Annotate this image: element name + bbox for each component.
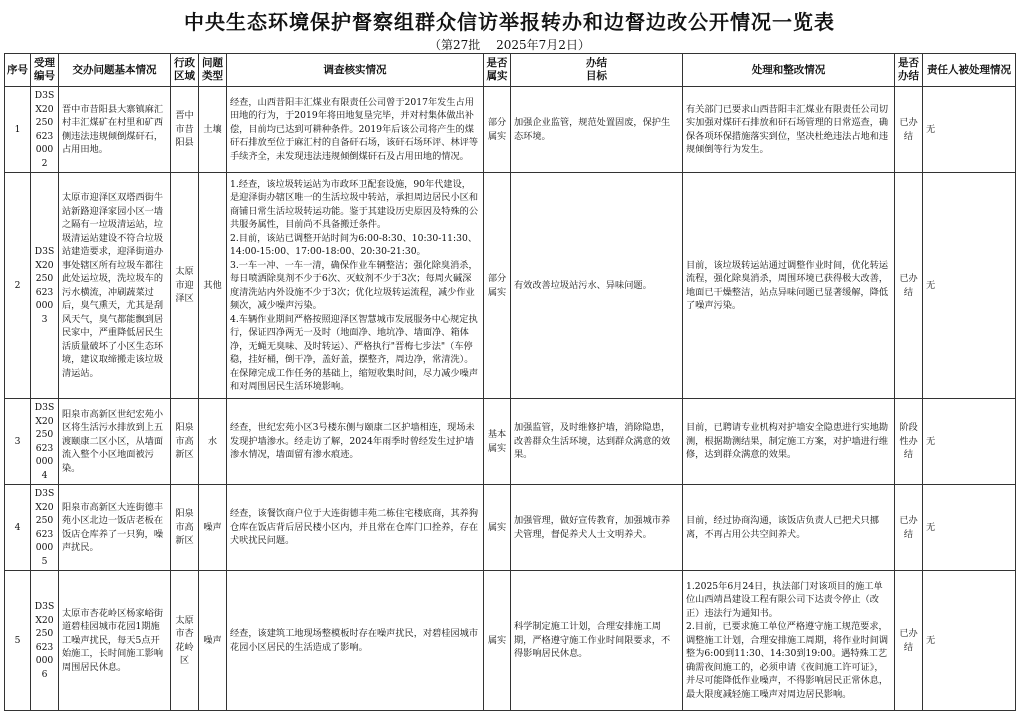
row-goal: 加强管理，做好宣传教育，加强城市养犬管理，督促养犬人士文明养犬。 — [511, 485, 683, 571]
table-header-row — [5, 54, 1016, 87]
table-row — [5, 485, 1016, 571]
row-goal: 有效改善垃圾站污水、异味问题。 — [511, 173, 683, 399]
row-type: 噪声 — [199, 571, 227, 711]
row-verified: 基本属实 — [484, 399, 511, 485]
header-region: 行政区域 — [171, 54, 199, 87]
row-investigation: 经查，山西昔阳丰汇煤业有限责任公司曾于2017年发生占用田地的行为，于2019年将田地复垦完毕，并对村集体做出补偿，目前均已达到可耕种条件。2019年后该公司将产生的煤矸石排放至位于麻汇村的自备矸石场，该矸石场环评、林评等手续齐全，未发现违法违规倾倒煤矸石及占用田地的情况。 — [227, 87, 484, 173]
row-closed: 已办结 — [895, 173, 923, 399]
row-seq: 1 — [5, 87, 31, 173]
row-type: 其他 — [199, 173, 227, 399]
row-handling: 目前，该垃圾转运站通过调整作业时间，优化转运流程，强化除臭消杀，周围环境已获得极大改善，地面已干燥整洁，站点异味问题已显著缓解，降低了噪声污染。 — [683, 173, 895, 399]
row-verified: 属实 — [484, 571, 511, 711]
row-verified: 部分属实 — [484, 87, 511, 173]
header-type: 问题类型 — [199, 54, 227, 87]
header-goal: 办结 目标 — [511, 54, 683, 87]
row-investigation: 1.经查，该垃圾转运站为市政环卫配套设施，90年代建设，是迎泽街办辖区唯一的生活垃圾中转站，承担周边居民小区和商铺日常生活垃圾转运功能。鉴于其建设历史原因及特殊的公共服务属性，目前尚不具备搬迁条件。 2.目前，该站已调整开站时间为6:00-8:30、10:30-11:30、14:00-15:00、17:00-18:00、20:30-21:30。 3.一车一冲、一车一清，确保作业车辆整洁；强化除臭消杀，每日喷洒除臭剂不少于6次、灭蚊剂不少于3次；每周火碱深度清洗站内外设施不少于3次；优化垃圾转运流程，减少作业频次，减少噪声污染。 4.车辆作业期间严格按照迎泽区智慧城市发展服务中心规定执行，保证四净两无一及时（地面净、地坑净、墙面净、箱体净，无蝇无臭味、及时转运）、严格执行"晋梅七步法"（车停稳，挂好桶，倒干净，盖好盖，摆整齐，周边净，常清洗）。在保障完成工作任务的基础上，缩短收集时间，尽力减少噪声和对周围居民生活环境影响。 — [227, 173, 484, 399]
row-issue: 阳泉市高新区大连街德丰苑小区北边一饭店老板在饭店仓库养了一只狗，噪声扰民。 — [59, 485, 171, 571]
row-accountability: 无 — [923, 571, 1016, 711]
row-code: D3SX202506230005 — [31, 485, 59, 571]
row-region: 阳泉市高新区 — [171, 399, 199, 485]
row-region: 晋中市昔阳县 — [171, 87, 199, 173]
row-accountability: 无 — [923, 399, 1016, 485]
table-row — [5, 87, 1016, 173]
header-verified: 是否属实 — [484, 54, 511, 87]
row-code: D3SX202506230006 — [31, 571, 59, 711]
row-region: 太原市杏花岭区 — [171, 571, 199, 711]
row-handling: 目前，经过协商沟通，该饭店负责人已把犬只挪离，不再占用公共空间养犬。 — [683, 485, 895, 571]
row-goal: 加强企业监管，规范处置固废，保护生态环境。 — [511, 87, 683, 173]
row-issue: 太原市迎泽区双塔西街牛站新路迎泽家园小区一墙之隔有一垃圾清运站，垃圾清运站建设不符合垃圾站建造要求，迎泽街道办事处辖区所有垃圾车都往此处运垃圾，洗垃圾车的污水横流，冲刷蔬菜过后，臭气熏天，尤其是刮风天气，臭气都能飘到居民家中，严重降低居民生活质量破坏了小区生态环境，建议取缔搬走该垃圾清运站。 — [59, 173, 171, 399]
row-closed: 阶段性办结 — [895, 399, 923, 485]
row-goal: 加强监管，及时维修护墙，消除隐患，改善群众生活环境，达到群众满意的效果。 — [511, 399, 683, 485]
row-accountability: 无 — [923, 485, 1016, 571]
row-handling: 1.2025年6月24日，执法部门对该项目的施工单位山西靖昌建设工程有限公司下达责令停止（改正）违法行为通知书。 2.目前，已要求施工单位严格遵守施工规范要求，调整施工计划，合理安排施工周期，将作业时间调整为6:00到11:30、14:30到19:00。遇特殊工艺确需夜间施工的，必须申请《夜间施工许可证》，并尽可能降低作业噪声，不得影响居民正常休息，最大限度减轻施工噪声对周边居民影响。 — [683, 571, 895, 711]
page-subtitle: （第27批 2025年7月2日） — [429, 38, 590, 52]
row-code: D3SX202506230002 — [31, 87, 59, 173]
row-verified: 属实 — [484, 485, 511, 571]
table-row — [5, 571, 1016, 711]
row-region: 阳泉市高新区 — [171, 485, 199, 571]
complaints-table — [4, 53, 1016, 711]
row-handling: 目前，已聘请专业机构对护墙安全隐患进行实地勘测，根据勘测结果，制定施工方案，对护墙进行维修，达到群众满意的效果。 — [683, 399, 895, 485]
header-accountability: 责任人被处理情况 — [923, 54, 1016, 87]
header-handling: 处理和整改情况 — [683, 54, 895, 87]
row-investigation: 经查，世纪宏苑小区3号楼东侧与颐康二区护墙相连，现场未发现护墙渗水。经走访了解，2024年雨季时曾经发生过护墙渗水情况，墙面留有渗水痕迹。 — [227, 399, 484, 485]
row-investigation: 经查，该餐饮商户位于大连街德丰苑二栋住宅楼底商，其养狗仓库在饭店背后居民楼小区内，并且常在仓库门口拴养，存在犬吠扰民问题。 — [227, 485, 484, 571]
header-closed: 是否办结 — [895, 54, 923, 87]
row-seq: 3 — [5, 399, 31, 485]
row-code: D3SX202506230004 — [31, 399, 59, 485]
row-closed: 已办结 — [895, 87, 923, 173]
row-goal: 科学制定施工计划，合理安排施工周期，严格遵守施工作业时间限要求，不得影响居民休息。 — [511, 571, 683, 711]
row-seq: 4 — [5, 485, 31, 571]
row-accountability: 无 — [923, 173, 1016, 399]
row-handling: 有关部门已要求山西昔阳丰汇煤业有限责任公司切实加强对煤矸石排放和矸石场管理的日常巡查，确保各项环保措施落实到位，坚决杜绝违法占地和违规倾倒等行为发生。 — [683, 87, 895, 173]
header-investigation: 调查核实情况 — [227, 54, 484, 87]
row-accountability: 无 — [923, 87, 1016, 173]
header-code: 受理编号 — [31, 54, 59, 87]
row-investigation: 经查，该建筑工地现场整模板时存在噪声扰民，对碧桂园城市花园小区居民的生活造成了影响。 — [227, 571, 484, 711]
row-region: 太原市迎泽区 — [171, 173, 199, 399]
row-type: 水 — [199, 399, 227, 485]
row-closed: 已办结 — [895, 571, 923, 711]
header-issue: 交办问题基本情况 — [59, 54, 171, 87]
row-issue: 阳泉市高新区世纪宏苑小区将生活污水排放到上五渡颐康二区小区，从墙面流入整个小区地面被污染。 — [59, 399, 171, 485]
row-issue: 太原市杏花岭区杨家峪街道碧桂园城市花园1期施工噪声扰民，每天5点开始施工，长时间施工影响周围居民休息。 — [59, 571, 171, 711]
row-code: D3SX202506230003 — [31, 173, 59, 399]
row-issue: 晋中市昔阳县大寨镇麻汇村丰汇煤矿在村里和矿西侧违法违规倾倒煤矸石，占用田地。 — [59, 87, 171, 173]
row-seq: 2 — [5, 173, 31, 399]
row-closed: 已办结 — [895, 485, 923, 571]
page-title: 中央生态环境保护督察组群众信访举报转办和边督边改公开情况一览表 — [184, 10, 835, 34]
row-type: 土壤 — [199, 87, 227, 173]
row-seq: 5 — [5, 571, 31, 711]
table-row — [5, 399, 1016, 485]
table-row — [5, 173, 1016, 399]
header-seq: 序号 — [5, 54, 31, 87]
row-verified: 部分属实 — [484, 173, 511, 399]
row-type: 噪声 — [199, 485, 227, 571]
